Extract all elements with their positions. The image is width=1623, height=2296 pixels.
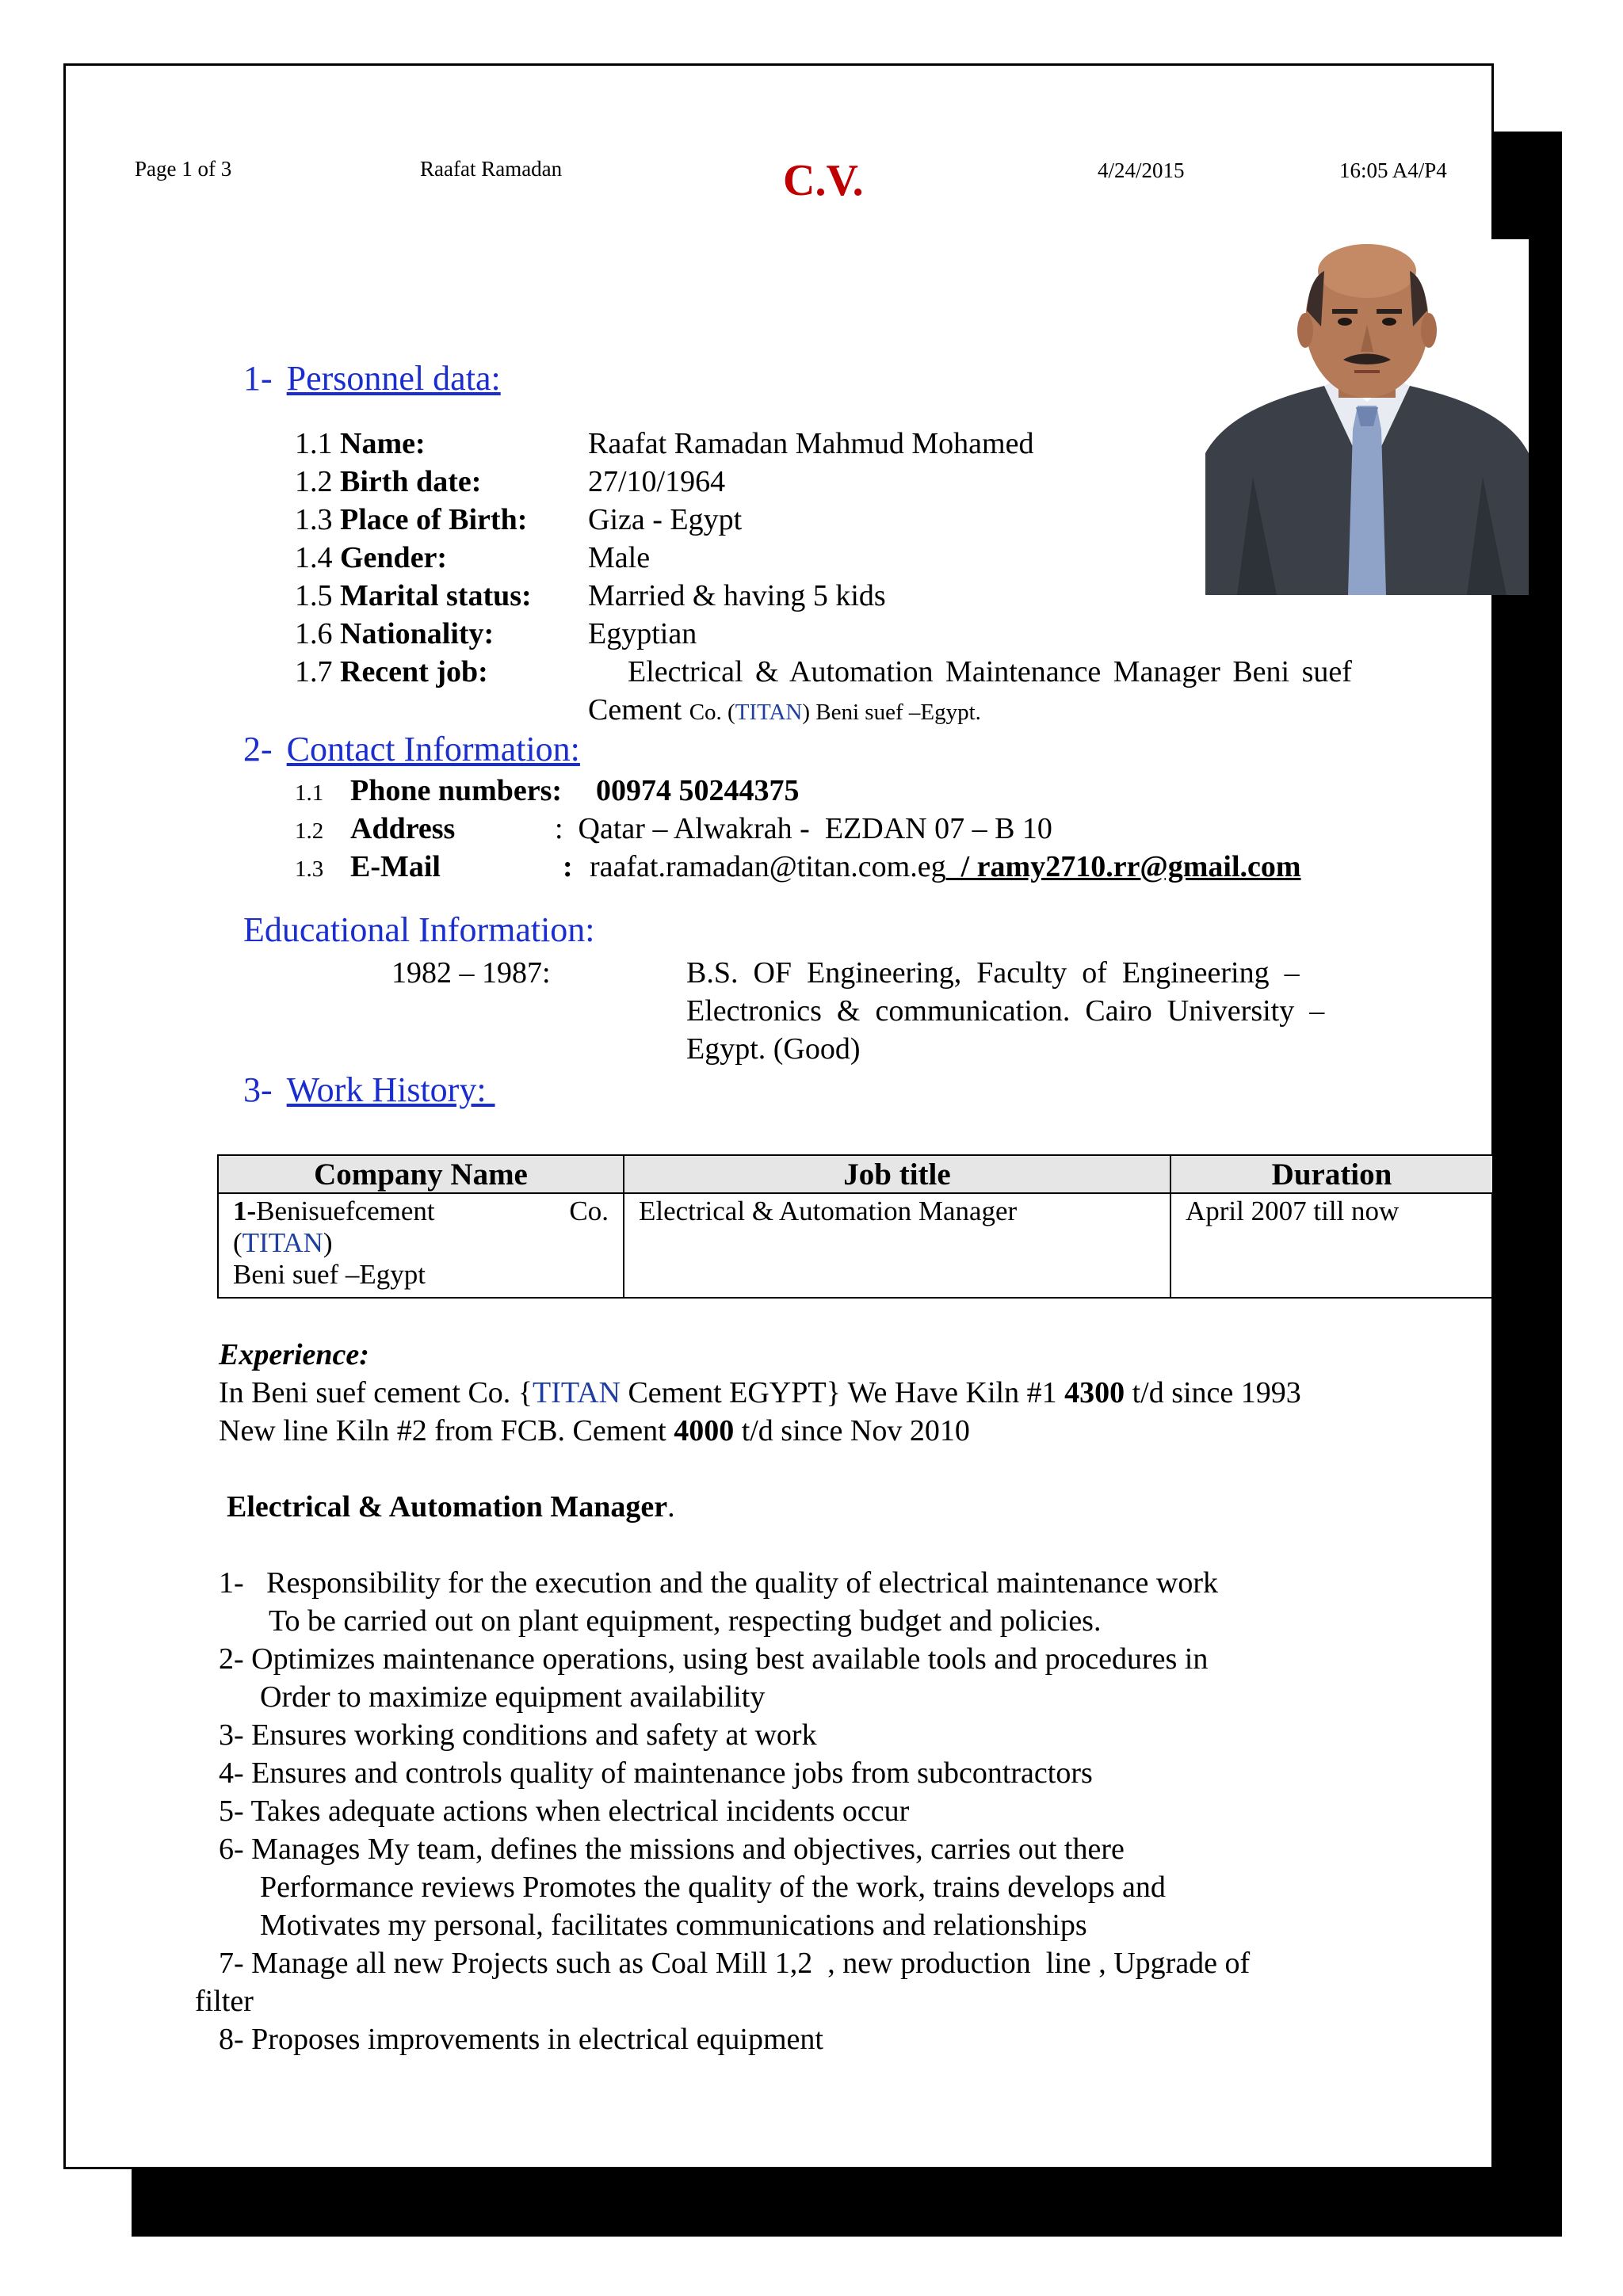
field-value: Electrical & Automation Maintenance Manager Beni suef [628,655,1352,688]
field-label: E-Mail [350,850,441,883]
column-job-title: Job title [624,1155,1170,1193]
experience-titan: TITAN [533,1376,621,1409]
address-value: : Qatar – Alwakrah - EZDAN 07 – B 10 [555,812,1052,845]
field-marital-status [295,578,886,613]
field-label: Recent job: [340,655,488,688]
field-number: 1.1 [295,780,324,806]
duty-1: 1- Responsibility for the execution and the quality of electrical maintenance work [219,1566,1218,1600]
phone-number: 00974 50244375 [596,774,800,807]
field-value: Giza - Egypt [588,503,743,536]
cv-title: C.V. [783,156,864,205]
company-name: Benisuefcement [256,1196,435,1226]
experience-text: In Beni suef cement Co. { [219,1376,533,1409]
field-label: Marital status: [340,579,532,612]
field-value: Raafat Ramadan Mahmud Mohamed [588,427,1034,460]
section-work-heading [243,1070,495,1110]
section-title: Work History: [286,1070,495,1109]
company-location: Beni suef –Egypt [233,1259,426,1290]
column-company: Company Name [218,1155,624,1193]
email-link-work[interactable]: raafat.ramadan@titan.com.eg [590,850,946,883]
role-name: Electrical & Automation Manager [227,1490,668,1524]
field-name [295,426,1034,461]
field-birth-date [295,464,726,499]
portrait-image [1205,239,1529,595]
duty-6-continued-2: Motivates my personal, facilitates communications and relationships [260,1909,1087,1942]
section-number: 3- [243,1070,273,1109]
table-row [218,1193,1493,1298]
header-date: 4/24/2015 [1098,158,1185,182]
email-link-personal[interactable]: / ramy2710.rr@gmail.com [945,850,1301,883]
field-value: Egyptian [588,617,697,650]
field-label: Birth date: [340,465,482,498]
duty-6-continued-1: Performance reviews Promotes the quality of the work, trains develops and [260,1871,1166,1904]
field-nationality [295,616,697,651]
section-number: 1- [243,359,273,398]
email-values [590,849,1301,884]
role-title [227,1489,675,1524]
company-co: Co. [569,1196,609,1226]
field-gender [295,540,651,575]
recent-job-location: ) Beni suef –Egypt. [802,700,981,725]
cell-job-title: Electrical & Automation Manager [624,1193,1170,1298]
field-label: Nationality: [340,617,495,650]
recent-job-co: Co. ( [689,700,735,725]
education-line-2: Electronics & communication. Cairo University – [686,994,1325,1028]
cell-duration: April 2007 till now [1170,1193,1493,1298]
page-number: Page 1 of 3 [135,157,232,181]
company-line-1 [233,1196,609,1227]
section-number: 2- [243,730,273,769]
section-title: Contact Information: [286,730,580,769]
header-author: Raafat Ramadan [420,157,563,181]
profile-photo [1205,239,1529,595]
education-line-3: Egypt. (Good) [686,1032,861,1066]
role-period: . [667,1490,675,1524]
field-number: 1.2 [295,818,324,844]
field-recent-job [295,654,1352,689]
field-value: Male [588,541,651,574]
kiln2-capacity: 4000 [674,1414,735,1447]
recent-job-titan: TITAN [735,700,803,725]
experience-heading: Experience: [219,1338,369,1371]
field-label: Name: [340,427,426,460]
experience-text: t/d since Nov 2010 [734,1414,970,1447]
field-label: Address [350,812,456,845]
duty-8: 8- Proposes improvements in electrical equipment [219,2023,823,2056]
duty-5: 5- Takes adequate actions when electrical incidents occur [219,1794,910,1828]
field-place-of-birth [295,502,743,537]
field-number: 1.1 [295,427,333,460]
company-line-2: (TITAN) [233,1227,333,1258]
column-duration: Duration [1170,1155,1493,1193]
experience-text: New line Kiln #2 from FCB. Cement [219,1414,674,1447]
field-label: Place of Birth: [340,503,528,536]
header-time: 16:05 A4/P4 [1339,158,1447,182]
field-number: 1.4 [295,541,333,574]
field-label: Gender: [340,541,448,574]
experience-line-1 [219,1375,1301,1410]
contact-address [295,811,1052,846]
section-contact-heading [243,729,580,769]
field-number: 1.6 [295,617,333,650]
duty-2: 2- Optimizes maintenance operations, using best available tools and procedures in [219,1642,1209,1676]
experience-text: Cement EGYPT} We Have Kiln #1 [620,1376,1065,1409]
education-years: 1982 – 1987: [391,956,551,990]
field-number: 1.5 [295,579,333,612]
field-label: Phone numbers: [350,774,563,807]
cell-company [218,1193,624,1298]
company-titan: TITAN [242,1227,323,1258]
duty-7-continued: filter [195,1985,254,2018]
email-colon: : [563,850,573,883]
contact-email [295,849,1301,884]
duty-4: 4- Ensures and controls quality of maintenance jobs from subcontractors [219,1756,1093,1790]
field-number: 1.2 [295,465,333,498]
section-education-heading: Educational Information: [243,910,595,949]
field-number: 1.3 [295,856,324,882]
recent-job-word: Cement [588,693,682,727]
field-number: 1.7 [295,655,333,688]
kiln1-capacity: 4300 [1064,1376,1125,1409]
table-header-row [218,1155,1493,1193]
company-number: 1- [233,1196,257,1226]
field-value: Married & having 5 kids [588,579,886,612]
education-line-1: B.S. OF Engineering, Faculty of Engineering – [686,956,1300,990]
duty-2-continued: Order to maximize equipment availability [260,1680,766,1714]
recent-job-continuation [588,692,981,727]
experience-line-2 [219,1413,970,1448]
duty-3: 3- Ensures working conditions and safety at work [219,1718,817,1752]
section-title: Personnel data: [286,359,501,398]
field-value: 27/10/1964 [588,465,726,498]
duty-1-continued: To be carried out on plant equipment, respecting budget and policies. [269,1604,1102,1638]
work-history-table [217,1154,1494,1299]
experience-text: t/d since 1993 [1125,1376,1301,1409]
contact-phone [295,773,800,808]
duty-6: 6- Manages My team, defines the missions and objectives, carries out there [219,1833,1125,1866]
section-personnel-heading [243,358,501,399]
duty-7: 7- Manage all new Projects such as Coal Mill 1,2 , new production line , Upgrade of [219,1947,1251,1980]
field-number: 1.3 [295,503,333,536]
